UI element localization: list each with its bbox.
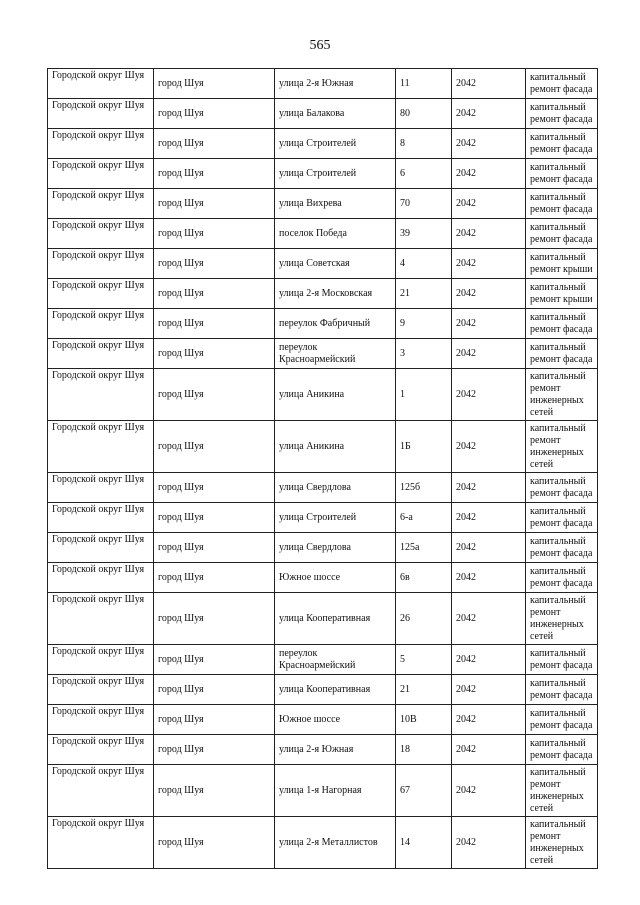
page-number: 565: [309, 38, 331, 53]
street-cell: улица Аникина: [275, 369, 396, 421]
district-cell: Городской округ Шуя: [48, 705, 154, 735]
year-cell: 2042: [452, 735, 526, 765]
locality-cell: город Шуя: [154, 99, 275, 129]
district-cell: Городской округ Шуя: [48, 817, 154, 869]
year-cell: 2042: [452, 189, 526, 219]
street-cell: Южное шоссе: [275, 563, 396, 593]
year-cell: 2042: [452, 563, 526, 593]
street-cell: улица 1-я Нагорная: [275, 765, 396, 817]
year-cell: 2042: [452, 817, 526, 869]
work-type-cell: капитальный ремонт фасада: [526, 563, 598, 593]
table-row: [48, 99, 598, 129]
locality-cell: город Шуя: [154, 189, 275, 219]
work-type-cell: капитальный ремонт крыши: [526, 279, 598, 309]
house-number-cell: 21: [396, 279, 452, 309]
work-type-cell: капитальный ремонт фасада: [526, 645, 598, 675]
locality-cell: город Шуя: [154, 533, 275, 563]
year-cell: 2042: [452, 421, 526, 473]
street-cell: улица Свердлова: [275, 473, 396, 503]
district-cell: Городской округ Шуя: [48, 129, 154, 159]
street-cell: улица Строителей: [275, 159, 396, 189]
locality-cell: город Шуя: [154, 219, 275, 249]
locality-cell: город Шуя: [154, 817, 275, 869]
year-cell: 2042: [452, 675, 526, 705]
district-cell: Городской округ Шуя: [48, 421, 154, 473]
work-type-cell: капитальный ремонт фасада: [526, 159, 598, 189]
locality-cell: город Шуя: [154, 69, 275, 99]
work-type-cell: капитальный ремонт инженерных сетей: [526, 817, 598, 869]
locality-cell: город Шуя: [154, 421, 275, 473]
street-cell: Южное шоссе: [275, 705, 396, 735]
year-cell: 2042: [452, 249, 526, 279]
work-type-cell: капитальный ремонт фасада: [526, 99, 598, 129]
work-type-cell: капитальный ремонт фасада: [526, 339, 598, 369]
house-number-cell: 80: [396, 99, 452, 129]
table-row: [48, 817, 598, 869]
street-cell: переулок Красноармейский: [275, 339, 396, 369]
table-row: [48, 279, 598, 309]
year-cell: 2042: [452, 159, 526, 189]
street-cell: улица Кооперативная: [275, 593, 396, 645]
year-cell: 2042: [452, 99, 526, 129]
street-cell: переулок Фабричный: [275, 309, 396, 339]
work-type-cell: капитальный ремонт инженерных сетей: [526, 765, 598, 817]
house-number-cell: 39: [396, 219, 452, 249]
work-type-cell: капитальный ремонт фасада: [526, 129, 598, 159]
district-cell: Городской округ Шуя: [48, 249, 154, 279]
locality-cell: город Шуя: [154, 563, 275, 593]
year-cell: 2042: [452, 645, 526, 675]
table-row: [48, 533, 598, 563]
locality-cell: город Шуя: [154, 279, 275, 309]
district-cell: Городской округ Шуя: [48, 473, 154, 503]
district-cell: Городской округ Шуя: [48, 645, 154, 675]
locality-cell: город Шуя: [154, 765, 275, 817]
year-cell: 2042: [452, 533, 526, 563]
table-row: [48, 675, 598, 705]
street-cell: улица Строителей: [275, 503, 396, 533]
table-row: [48, 563, 598, 593]
district-cell: Городской округ Шуя: [48, 69, 154, 99]
house-number-cell: 18: [396, 735, 452, 765]
table-row: [48, 735, 598, 765]
table-row: [48, 503, 598, 533]
table-row: [48, 473, 598, 503]
work-type-cell: капитальный ремонт инженерных сетей: [526, 421, 598, 473]
work-type-cell: капитальный ремонт инженерных сетей: [526, 369, 598, 421]
house-number-cell: 1: [396, 369, 452, 421]
work-type-cell: капитальный ремонт фасада: [526, 473, 598, 503]
street-cell: улица 2-я Южная: [275, 69, 396, 99]
district-cell: Городской округ Шуя: [48, 593, 154, 645]
year-cell: 2042: [452, 279, 526, 309]
locality-cell: город Шуя: [154, 339, 275, 369]
work-type-cell: капитальный ремонт фасада: [526, 735, 598, 765]
year-cell: 2042: [452, 69, 526, 99]
house-number-cell: 125б: [396, 473, 452, 503]
year-cell: 2042: [452, 369, 526, 421]
year-cell: 2042: [452, 219, 526, 249]
work-type-cell: капитальный ремонт фасада: [526, 189, 598, 219]
locality-cell: город Шуя: [154, 735, 275, 765]
work-type-cell: капитальный ремонт инженерных сетей: [526, 593, 598, 645]
house-number-cell: 70: [396, 189, 452, 219]
house-number-cell: 6: [396, 159, 452, 189]
district-cell: Городской округ Шуя: [48, 563, 154, 593]
table-row: [48, 309, 598, 339]
locality-cell: город Шуя: [154, 369, 275, 421]
year-cell: 2042: [452, 503, 526, 533]
district-cell: Городской округ Шуя: [48, 279, 154, 309]
street-cell: переулок Красноармейский: [275, 645, 396, 675]
locality-cell: город Шуя: [154, 675, 275, 705]
locality-cell: город Шуя: [154, 473, 275, 503]
locality-cell: город Шуя: [154, 503, 275, 533]
locality-cell: город Шуя: [154, 645, 275, 675]
work-type-cell: капитальный ремонт крыши: [526, 249, 598, 279]
locality-cell: город Шуя: [154, 129, 275, 159]
year-cell: 2042: [452, 765, 526, 817]
table-row: [48, 189, 598, 219]
work-type-cell: капитальный ремонт фасада: [526, 503, 598, 533]
year-cell: 2042: [452, 473, 526, 503]
house-number-cell: 6в: [396, 563, 452, 593]
district-cell: Городской округ Шуя: [48, 189, 154, 219]
work-type-cell: капитальный ремонт фасада: [526, 219, 598, 249]
street-cell: улица Балакова: [275, 99, 396, 129]
district-cell: Городской округ Шуя: [48, 533, 154, 563]
street-cell: улица 2-я Южная: [275, 735, 396, 765]
house-number-cell: 4: [396, 249, 452, 279]
district-cell: Городской округ Шуя: [48, 369, 154, 421]
street-cell: улица Аникина: [275, 421, 396, 473]
house-number-cell: 26: [396, 593, 452, 645]
locality-cell: город Шуя: [154, 159, 275, 189]
table-row: [48, 159, 598, 189]
house-number-cell: 8: [396, 129, 452, 159]
locality-cell: город Шуя: [154, 593, 275, 645]
district-cell: Городской округ Шуя: [48, 159, 154, 189]
work-type-cell: капитальный ремонт фасада: [526, 533, 598, 563]
house-number-cell: 11: [396, 69, 452, 99]
house-number-cell: 10В: [396, 705, 452, 735]
street-cell: улица Строителей: [275, 129, 396, 159]
house-number-cell: 21: [396, 675, 452, 705]
district-cell: Городской округ Шуя: [48, 675, 154, 705]
house-number-cell: 125а: [396, 533, 452, 563]
table-row: [48, 705, 598, 735]
street-cell: улица Советская: [275, 249, 396, 279]
house-number-cell: 5: [396, 645, 452, 675]
district-cell: Городской округ Шуя: [48, 765, 154, 817]
house-number-cell: 9: [396, 309, 452, 339]
table-body: [48, 69, 598, 869]
street-cell: поселок Победа: [275, 219, 396, 249]
work-type-cell: капитальный ремонт фасада: [526, 705, 598, 735]
house-number-cell: 6-а: [396, 503, 452, 533]
table-row: [48, 219, 598, 249]
year-cell: 2042: [452, 309, 526, 339]
year-cell: 2042: [452, 129, 526, 159]
house-number-cell: 14: [396, 817, 452, 869]
work-type-cell: капитальный ремонт фасада: [526, 69, 598, 99]
street-cell: улица Свердлова: [275, 533, 396, 563]
table-row: [48, 249, 598, 279]
work-type-cell: капитальный ремонт фасада: [526, 309, 598, 339]
house-number-cell: 67: [396, 765, 452, 817]
district-cell: Городской округ Шуя: [48, 339, 154, 369]
table-row: [48, 369, 598, 421]
house-number-cell: 3: [396, 339, 452, 369]
table-row: [48, 421, 598, 473]
street-cell: улица 2-я Московская: [275, 279, 396, 309]
street-cell: улица 2-я Металлистов: [275, 817, 396, 869]
year-cell: 2042: [452, 593, 526, 645]
house-number-cell: 1Б: [396, 421, 452, 473]
year-cell: 2042: [452, 339, 526, 369]
district-cell: Городской округ Шуя: [48, 503, 154, 533]
district-cell: Городской округ Шуя: [48, 735, 154, 765]
district-cell: Городской округ Шуя: [48, 309, 154, 339]
district-cell: Городской округ Шуя: [48, 219, 154, 249]
street-cell: улица Кооперативная: [275, 675, 396, 705]
table-row: [48, 765, 598, 817]
locality-cell: город Шуя: [154, 309, 275, 339]
table-row: [48, 593, 598, 645]
table-row: [48, 69, 598, 99]
table-row: [48, 129, 598, 159]
repair-schedule-table: [47, 68, 598, 869]
locality-cell: город Шуя: [154, 249, 275, 279]
locality-cell: город Шуя: [154, 705, 275, 735]
year-cell: 2042: [452, 705, 526, 735]
work-type-cell: капитальный ремонт фасада: [526, 675, 598, 705]
district-cell: Городской округ Шуя: [48, 99, 154, 129]
street-cell: улица Вихрева: [275, 189, 396, 219]
table-row: [48, 339, 598, 369]
table-row: [48, 645, 598, 675]
